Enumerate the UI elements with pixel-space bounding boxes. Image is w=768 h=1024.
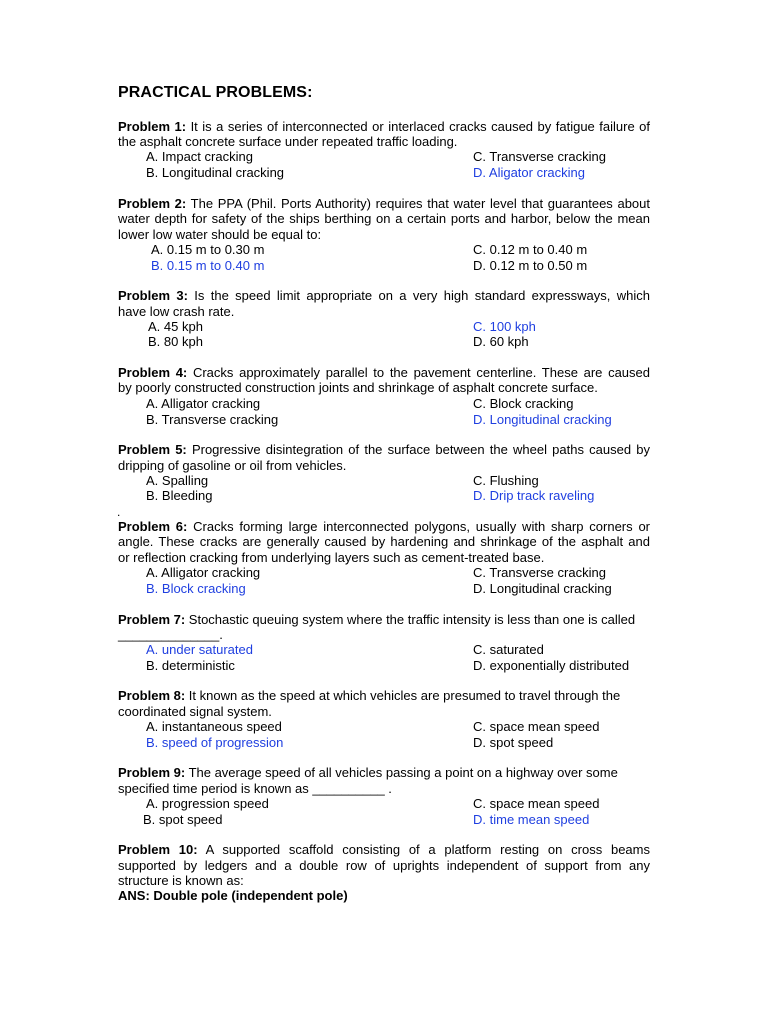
problem-4-option-c: C. Block cracking (473, 396, 574, 411)
problem-7-option-d: D. exponentially distributed (473, 658, 630, 673)
problem-9-label: Problem 9: (118, 765, 186, 780)
problem-7-option-b: B. deterministic (146, 658, 235, 673)
problem-2-option-b-correct: B. 0.15 m to 0.40 m (151, 258, 265, 273)
problem-10-answer: ANS: Double pole (independent pole) (118, 888, 348, 903)
problem-2-line-1: Problem 2: The PPA (Phil. Ports Authority) requires that water level that guarantees about (118, 196, 650, 211)
problem-7-line-1: Problem 7: Stochastic queuing system where the traffic intensity is less than one is called (118, 612, 636, 627)
problem-1-option-c: C. Transverse cracking (473, 149, 606, 164)
problem-6-option-b-correct: B. Block cracking (146, 581, 246, 596)
problem-4-option-b: B. Transverse cracking (146, 412, 279, 427)
problem-10-line-2: supported by ledgers and a double row of uprights independent of support from any (118, 858, 650, 873)
stray-period: . (117, 505, 121, 519)
problem-4-line-1: Problem 4: Cracks approximately parallel to the pavement centerline. These are caused (118, 365, 650, 380)
problem-2-option-a: A. 0.15 m to 0.30 m (151, 242, 265, 257)
problem-4-line-2: by poorly constructed construction joints and shrinkage of asphalt concrete surface. (118, 380, 598, 395)
problem-2-label: Problem 2: (118, 196, 187, 211)
problem-5-option-b: B. Bleeding (146, 488, 213, 503)
problem-5-option-d-correct: D. Drip track raveling (473, 488, 595, 503)
problem-6-line-3: or reflection cracking from underlying layers such as cement-treated base. (118, 550, 545, 565)
problem-7-option-a-correct: A. under saturated (146, 642, 253, 657)
problem-5-option-c: C. Flushing (473, 473, 539, 488)
problem-1-label: Problem 1: (118, 119, 187, 134)
problem-2-line-2: water depth for safety of the ships berthing on a certain ports and harbor, below the mean (118, 211, 650, 226)
problem-9-option-d-correct: D. time mean speed (473, 812, 590, 827)
problem-9-line-2: specified time period is known as __________ . (118, 781, 392, 796)
problem-3-label: Problem 3: (118, 288, 188, 303)
problem-8-option-d: D. spot speed (473, 735, 554, 750)
problem-4-label: Problem 4: (118, 365, 188, 380)
problem-10-label: Problem 10: (118, 842, 198, 857)
problem-6-option-c: C. Transverse cracking (473, 565, 606, 580)
problem-3-option-a: A. 45 kph (148, 319, 203, 334)
problem-8-label: Problem 8: (118, 688, 186, 703)
problem-8-line-2: coordinated signal system. (118, 704, 272, 719)
problem-9-option-b: B. spot speed (143, 812, 223, 827)
problem-8-option-c: C. space mean speed (473, 719, 600, 734)
problem-1-option-d-correct: D. Aligator cracking (473, 165, 585, 180)
problem-10-line-3: structure is known as: (118, 873, 244, 888)
problem-9-option-c: C. space mean speed (473, 796, 600, 811)
problem-9-line-1: Problem 9: The average speed of all vehicles passing a point on a highway over some (118, 765, 618, 780)
problem-6-option-d: D. Longitudinal cracking (473, 581, 612, 596)
problem-4-option-a: A. Alligator cracking (146, 396, 261, 411)
problem-6-line-2: angle. These cracks are generally caused by hardening and shrinkage of the asphalt and (118, 534, 650, 549)
problem-1-line-2: the asphalt concrete surface under repeated traffic loading. (118, 134, 458, 149)
problem-5-line-2: dripping of gasoline or oil from vehicles. (118, 458, 347, 473)
problem-8-line-1: Problem 8: It known as the speed at which vehicles are presumed to travel through the (118, 688, 621, 703)
problem-8-option-a: A. instantaneous speed (146, 719, 282, 734)
problem-7-option-c: C. saturated (473, 642, 544, 657)
problem-2-option-d: D. 0.12 m to 0.50 m (473, 258, 588, 273)
problem-2-option-c: C. 0.12 m to 0.40 m (473, 242, 588, 257)
problem-7-label: Problem 7: (118, 612, 186, 627)
problem-2-line-3: lower low water should be equal to: (118, 227, 322, 242)
problem-3-line-2: have low crash rate. (118, 304, 235, 319)
problem-6-option-a: A. Alligator cracking (146, 565, 261, 580)
problem-6-label: Problem 6: (118, 519, 188, 534)
problem-5-label: Problem 5: (118, 442, 187, 457)
problem-10-line-1: Problem 10: A supported scaffold consisting of a platform resting on cross beams (118, 842, 650, 857)
page-title: PRACTICAL PROBLEMS: (118, 84, 313, 101)
problem-8-option-b-correct: B. speed of progression (146, 735, 284, 750)
problem-3-option-b: B. 80 kph (148, 334, 203, 349)
problem-7-line-2: ______________. (118, 627, 223, 642)
problem-1-option-a: A. Impact cracking (146, 149, 253, 164)
problem-1-option-b: B. Longitudinal cracking (146, 165, 285, 180)
problem-4-option-d-correct: D. Longitudinal cracking (473, 412, 612, 427)
problem-5-option-a: A. Spalling (146, 473, 209, 488)
problem-3-option-c-correct: C. 100 kph (473, 319, 536, 334)
problem-3-option-d: D. 60 kph (473, 334, 529, 349)
problem-5-line-1: Problem 5: Progressive disintegration of the surface between the wheel paths caused by (118, 442, 650, 457)
problem-1-line-1: Problem 1: It is a series of interconnected or interlaced cracks caused by fatigue failure of (118, 119, 651, 134)
problem-9-option-a: A. progression speed (146, 796, 269, 811)
problem-3-line-1: Problem 3: Is the speed limit appropriate on a very high standard expressways, which (118, 288, 650, 303)
problem-6-line-1: Problem 6: Cracks forming large interconnected polygons, usually with sharp corners or (118, 519, 650, 534)
